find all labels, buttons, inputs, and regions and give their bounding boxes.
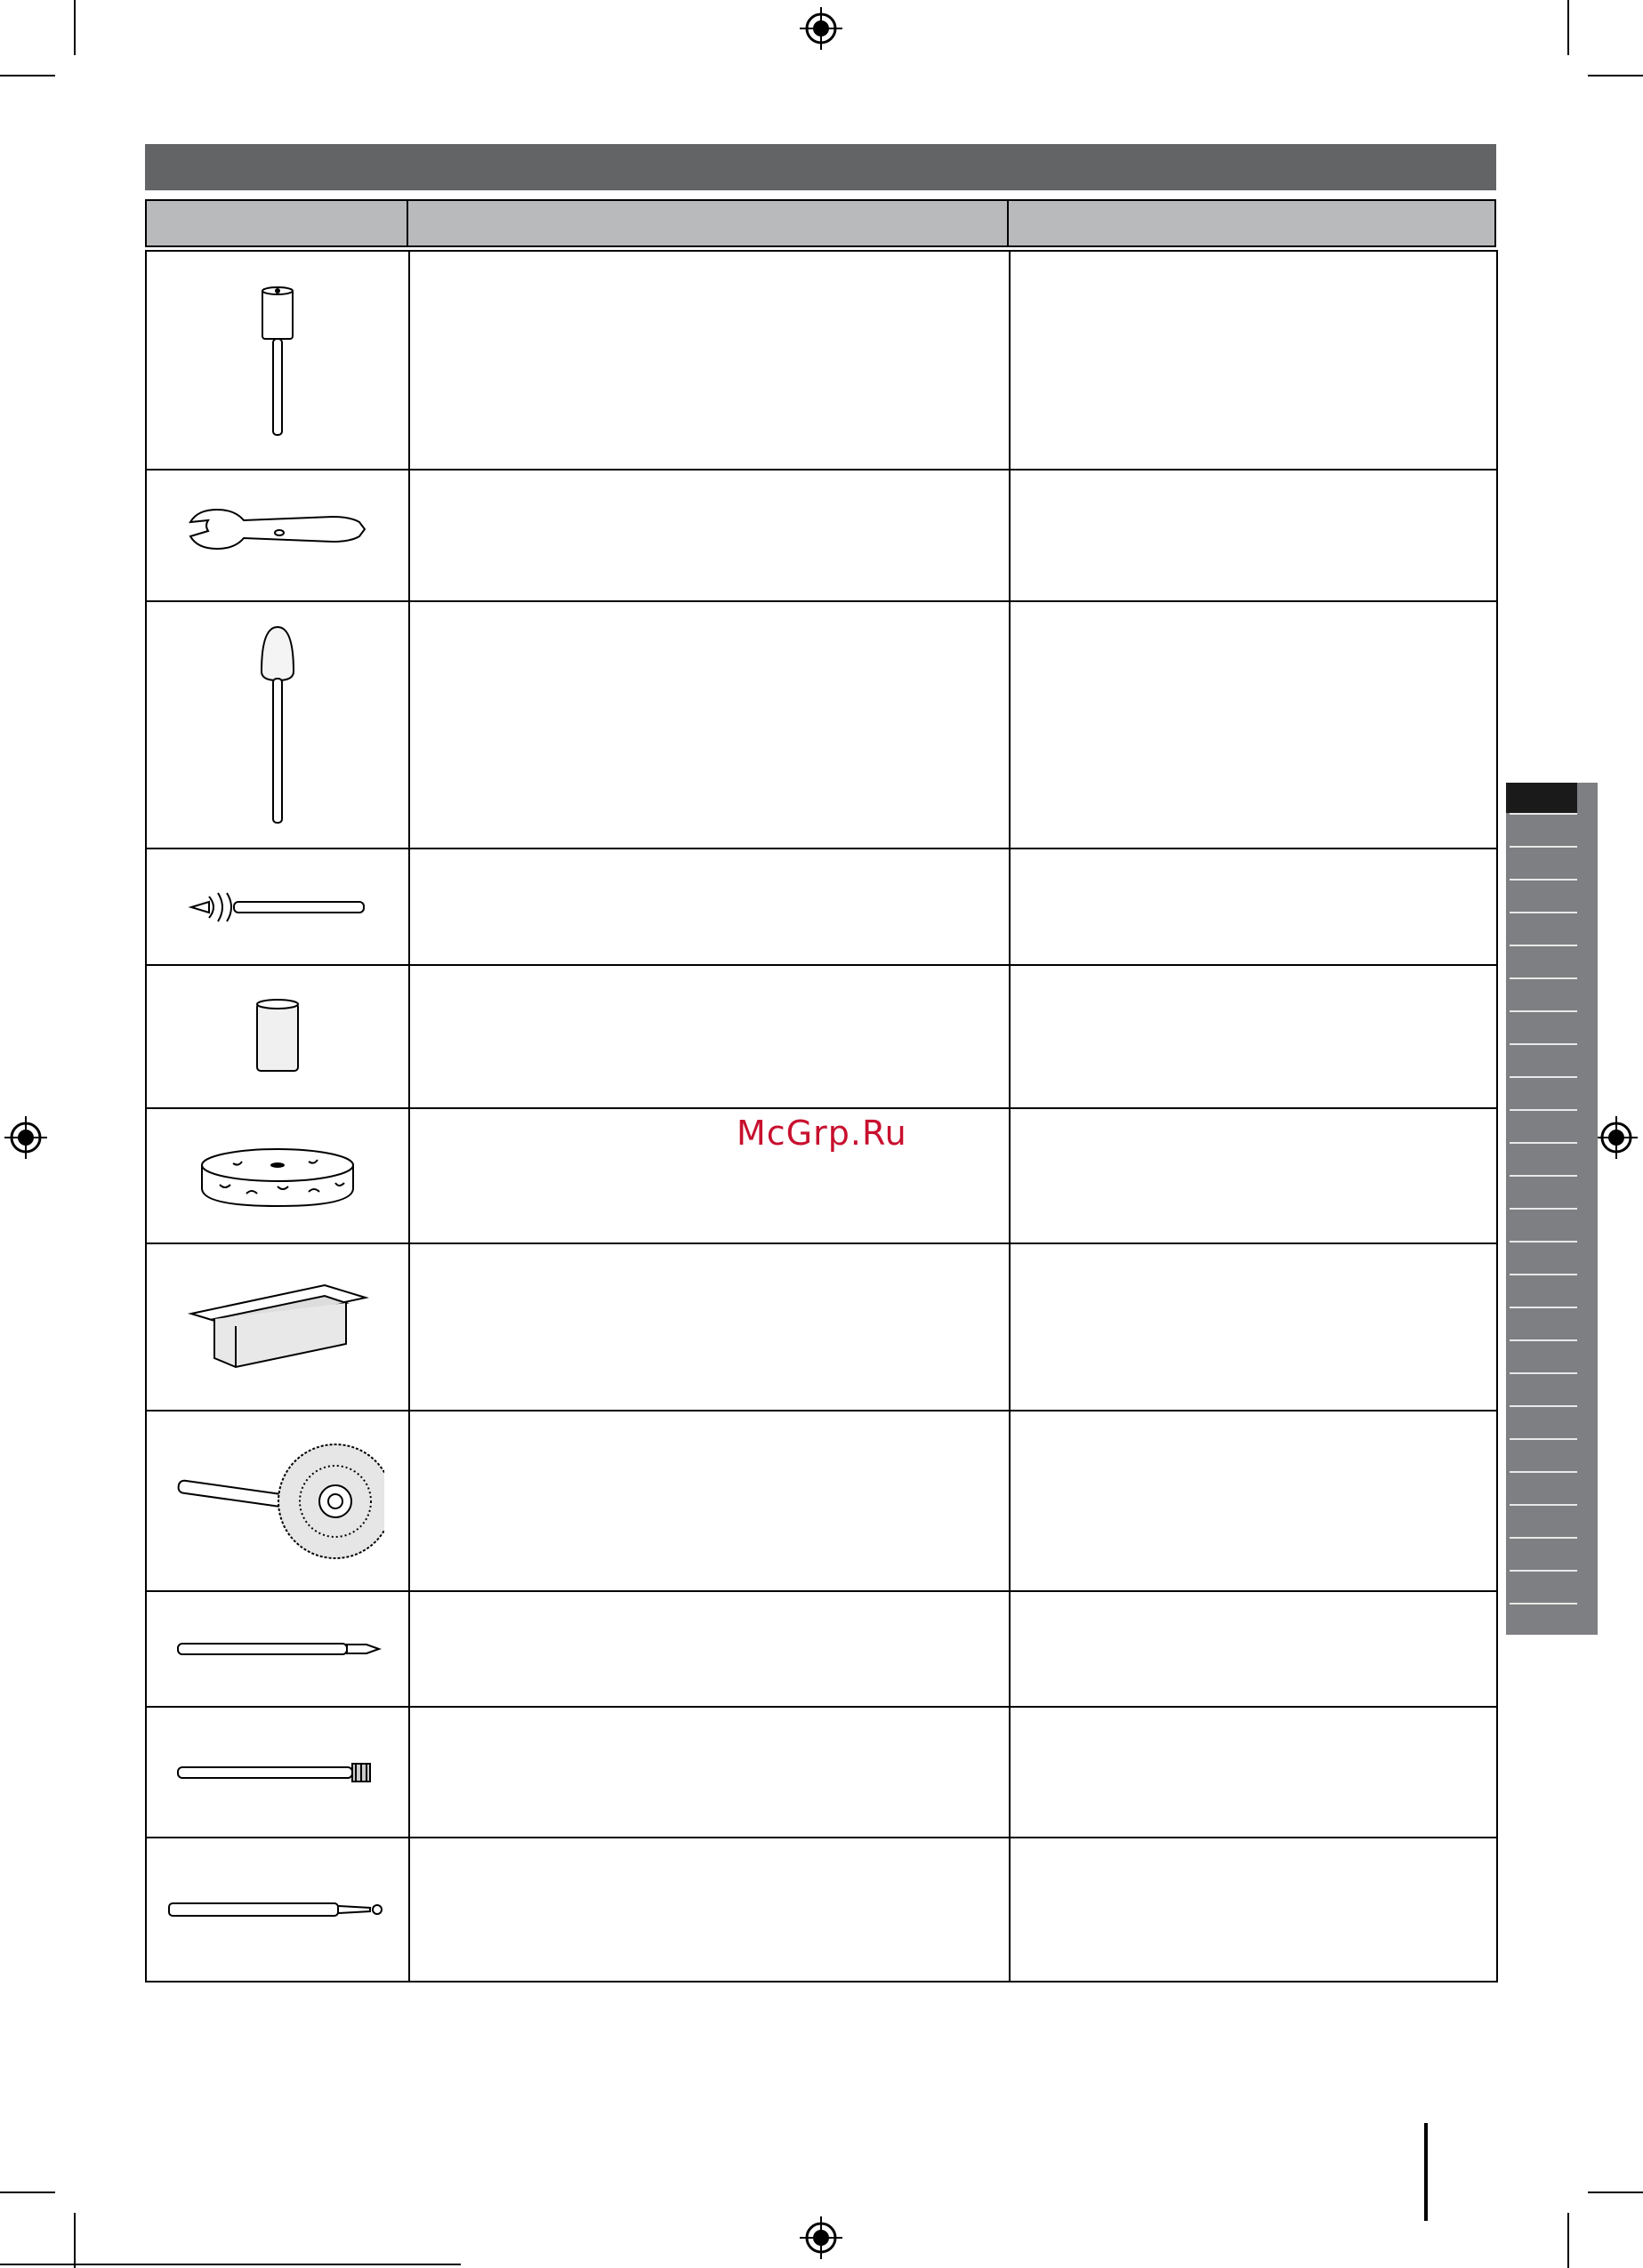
language-tab-divider bbox=[1510, 1109, 1577, 1111]
table-row bbox=[146, 965, 1497, 1108]
accessory-application-cell bbox=[1010, 1838, 1497, 1982]
language-tab-divider bbox=[1510, 1175, 1577, 1177]
language-tab-divider bbox=[1510, 1142, 1577, 1144]
language-tab-divider bbox=[1510, 879, 1577, 881]
accessory-image-cell bbox=[146, 965, 409, 1108]
language-tab-divider bbox=[1510, 1471, 1577, 1473]
accessory-description-cell bbox=[409, 1243, 1010, 1411]
language-tab-divider bbox=[1510, 1603, 1577, 1604]
sanding-sleeve-icon bbox=[246, 993, 309, 1082]
felt-polishing-wheel-icon bbox=[193, 1131, 362, 1220]
language-tab-divider bbox=[1510, 1274, 1577, 1275]
language-tab-divider bbox=[1510, 846, 1577, 848]
accessory-description-cell bbox=[409, 1411, 1010, 1591]
screw-mandrel-icon bbox=[184, 881, 371, 934]
accessory-application-cell bbox=[1010, 601, 1497, 848]
accessory-description-cell bbox=[409, 470, 1010, 601]
accessory-description-cell bbox=[409, 848, 1010, 965]
registration-mark-icon bbox=[1595, 1116, 1638, 1159]
sanding-drum-icon bbox=[242, 271, 313, 449]
crop-mark bbox=[1567, 0, 1569, 55]
column-header-accessory bbox=[145, 199, 408, 247]
registration-mark-icon bbox=[800, 2216, 842, 2259]
accessory-image-cell bbox=[146, 1591, 409, 1707]
language-tab-divider bbox=[1510, 1010, 1577, 1012]
crop-mark bbox=[74, 0, 76, 55]
accessory-image-cell bbox=[146, 1838, 409, 1982]
language-tab-active[interactable] bbox=[1506, 783, 1577, 813]
ball-engraving-bit-icon bbox=[162, 1892, 393, 1927]
language-tab-divider bbox=[1510, 912, 1577, 913]
accessory-application-cell bbox=[1010, 1411, 1497, 1591]
accessory-application-cell bbox=[1010, 470, 1497, 601]
crop-mark bbox=[0, 75, 55, 76]
accessory-image-cell bbox=[146, 848, 409, 965]
table-row bbox=[146, 470, 1497, 601]
accessory-application-cell bbox=[1010, 1108, 1497, 1243]
crop-mark bbox=[1588, 75, 1643, 76]
language-tab-divider bbox=[1510, 1405, 1577, 1407]
accessory-image-cell bbox=[146, 251, 409, 470]
accessory-description-cell bbox=[409, 251, 1010, 470]
language-tab-divider bbox=[1510, 1537, 1577, 1539]
crop-mark bbox=[74, 2213, 76, 2268]
accessory-description-cell bbox=[409, 965, 1010, 1108]
accessory-image-cell bbox=[146, 1707, 409, 1838]
crop-mark bbox=[1588, 2192, 1643, 2193]
bottom-rule bbox=[0, 2264, 461, 2265]
table-row bbox=[146, 1838, 1497, 1982]
language-tab-divider bbox=[1510, 1241, 1577, 1243]
spanner-icon bbox=[180, 495, 375, 575]
cutter-bit-icon bbox=[171, 1755, 384, 1790]
column-header-application bbox=[1007, 199, 1496, 247]
language-tab-divider bbox=[1510, 1208, 1577, 1210]
column-header-row bbox=[145, 199, 1496, 249]
accessory-description-cell bbox=[409, 1591, 1010, 1707]
table-row bbox=[146, 848, 1497, 965]
language-tab-divider bbox=[1510, 945, 1577, 946]
accessory-image-cell bbox=[146, 601, 409, 848]
page-number-bar bbox=[1424, 2123, 1428, 2221]
accessory-application-cell bbox=[1010, 1243, 1497, 1411]
watermark-text: McGrp.Ru bbox=[737, 1114, 907, 1153]
accessory-description-cell bbox=[409, 1707, 1010, 1838]
table-row bbox=[146, 1411, 1497, 1591]
language-tab-divider bbox=[1510, 1307, 1577, 1308]
table-row bbox=[146, 1243, 1497, 1411]
registration-mark-icon bbox=[800, 7, 842, 50]
language-tab-divider bbox=[1510, 1570, 1577, 1572]
accessory-application-cell bbox=[1010, 848, 1497, 965]
registration-mark-icon bbox=[4, 1116, 47, 1159]
language-tab-divider bbox=[1510, 1438, 1577, 1440]
column-header-description bbox=[407, 199, 1009, 247]
accessory-description-cell bbox=[409, 1108, 1010, 1243]
section-header-bar bbox=[145, 144, 1496, 190]
accessory-description-cell bbox=[409, 1838, 1010, 1982]
language-tab-divider bbox=[1510, 1372, 1577, 1374]
storage-case-icon bbox=[184, 1278, 371, 1376]
language-tab-divider bbox=[1510, 1339, 1577, 1341]
table-row bbox=[146, 251, 1497, 470]
accessory-application-cell bbox=[1010, 251, 1497, 470]
wire-brush-icon bbox=[171, 1426, 384, 1577]
accessory-application-cell bbox=[1010, 965, 1497, 1108]
crop-mark bbox=[0, 2192, 55, 2193]
accessory-image-cell bbox=[146, 1411, 409, 1591]
language-tab-divider bbox=[1510, 1076, 1577, 1078]
drill-bit-icon bbox=[171, 1631, 384, 1667]
accessory-image-cell bbox=[146, 1243, 409, 1411]
table-row bbox=[146, 1707, 1497, 1838]
table-row bbox=[146, 601, 1497, 848]
language-tab-divider bbox=[1510, 977, 1577, 979]
crop-mark bbox=[1567, 2213, 1569, 2268]
grinding-stone-icon bbox=[242, 618, 313, 832]
language-tab-divider bbox=[1510, 1043, 1577, 1045]
accessory-image-cell bbox=[146, 470, 409, 601]
accessory-application-cell bbox=[1010, 1707, 1497, 1838]
language-tab-divider bbox=[1510, 1504, 1577, 1506]
language-tab-divider bbox=[1510, 813, 1577, 815]
accessory-image-cell bbox=[146, 1108, 409, 1243]
accessory-description-cell bbox=[409, 601, 1010, 848]
table-row bbox=[146, 1591, 1497, 1707]
accessory-application-cell bbox=[1010, 1591, 1497, 1707]
